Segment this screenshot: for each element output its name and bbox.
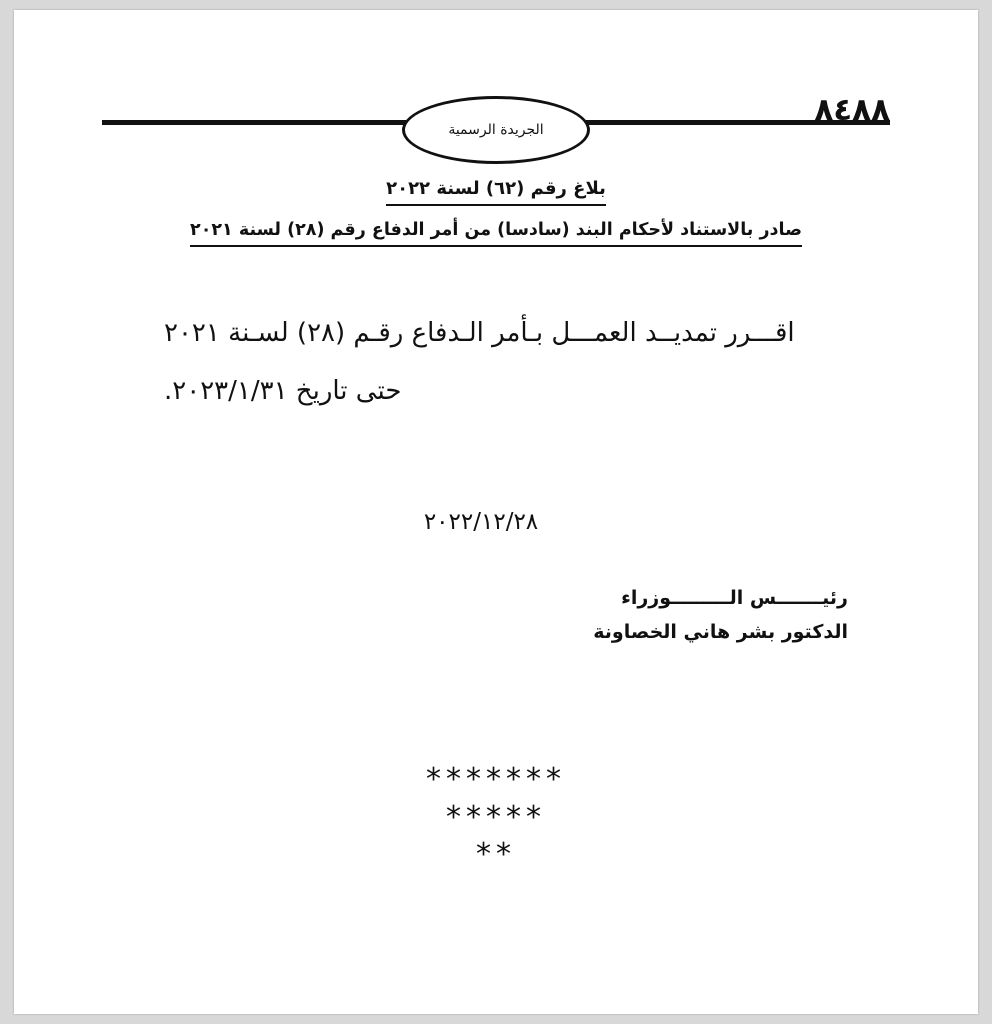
official-gazette-seal	[402, 96, 590, 164]
body-paragraph-line-1: اقـــرر تمديــد العمـــل بـأمر الـدفاع رقـم (٢٨) لسـنة ٢٠٢١	[164, 318, 795, 349]
document-title-secondary: صادر بالاستناد لأحكام البند (سادسا) من أمر الدفاع رقم (٢٨) لسنة ٢٠٢١	[190, 218, 802, 247]
signature-block	[14, 587, 978, 643]
document-page	[14, 10, 978, 1014]
title-block	[14, 176, 978, 247]
signatory-name: الدكتور بشر هاني الخصاونة	[593, 621, 848, 644]
page-header	[14, 10, 978, 140]
separator-row-3: **	[476, 837, 516, 873]
separator-row-1: *******	[426, 762, 566, 798]
document-date: ٢٠٢٢/١٢/٢٨	[423, 509, 539, 536]
page-number: ٨٤٨٨	[814, 92, 890, 128]
body-paragraph-line-2: حتى تاريخ ٢٠٢٣/١/٣١.	[164, 376, 402, 407]
seal-label: الجريدة الرسمية	[448, 122, 544, 138]
document-body	[164, 307, 828, 417]
document-title-primary: بلاغ رقم (٦٢) لسنة ٢٠٢٢	[386, 176, 606, 206]
signatory-title: رئيـــــــس الـــــــــوزراء	[621, 587, 848, 610]
separator-row-2: *****	[446, 799, 546, 835]
section-separator	[14, 761, 978, 874]
